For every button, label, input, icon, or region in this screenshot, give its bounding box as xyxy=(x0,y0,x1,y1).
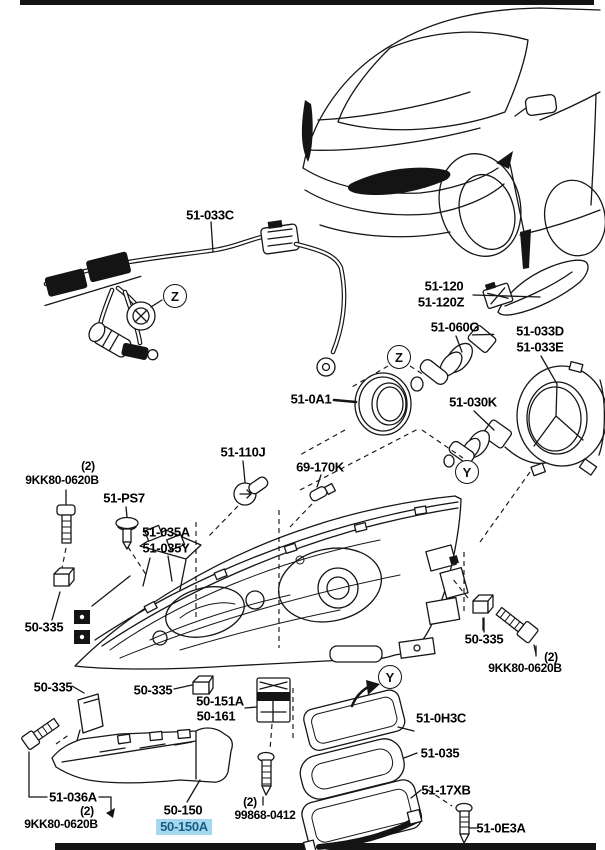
part-label-51-110j: 51-110J xyxy=(220,444,266,460)
slider-50151a xyxy=(245,678,290,722)
part-label-9kk80-top-left: 9KK80-0620B xyxy=(25,473,99,487)
part-label-51-033c: 51-033C xyxy=(186,207,234,223)
part-label-99868-0412: 99868-0412 xyxy=(234,808,296,822)
part-label-50-151a: 50-151A xyxy=(196,693,244,709)
harness-socket-small xyxy=(121,342,159,362)
qty-label-bottom-left: (2) xyxy=(80,804,94,818)
top-crop-bar xyxy=(20,0,594,5)
part-label-51-120: 51-120 xyxy=(424,278,464,294)
part-label-50-335-mid: 50-335 xyxy=(133,682,173,698)
callout-y-foglamp: Y xyxy=(455,460,479,484)
callout-y-cover: Y xyxy=(378,665,402,689)
grommet-right xyxy=(473,595,493,630)
part-label-51-0e3a: 51-0E3A xyxy=(476,820,526,836)
screw-top-left xyxy=(57,490,75,543)
grommet-mid xyxy=(174,676,213,694)
part-label-51-036a: 51-036A xyxy=(49,789,97,805)
part-label-51-0a1: 51-0A1 xyxy=(290,391,332,407)
part-label-51-035y: 51-035Y xyxy=(142,540,190,556)
qty-label-99868: (2) xyxy=(243,795,257,809)
callout-z-harness: Z xyxy=(163,284,187,308)
part-label-51-17xb: 51-17XB xyxy=(421,782,471,798)
part-label-51-035: 51-035 xyxy=(420,745,460,761)
part-label-50-150a-highlighted: 50-150A xyxy=(156,819,212,835)
bulb-110j xyxy=(234,461,270,505)
part-label-50-150: 50-150 xyxy=(163,802,203,818)
bracket-left-lower xyxy=(72,686,103,744)
qty-label-top-left: (2) xyxy=(81,459,95,473)
part-label-51-035a: 51-035A xyxy=(142,524,190,540)
part-label-51-060g: 51-060G xyxy=(430,319,480,335)
part-label-51-ps7: 51-PS7 xyxy=(103,490,145,506)
qty-label-right: (2) xyxy=(544,650,558,664)
part-label-50-335-left-lower: 50-335 xyxy=(33,679,73,695)
retaining-ring-0a1 xyxy=(334,373,411,435)
clip-ps7 xyxy=(116,507,138,549)
callout-z-foglamp: Z xyxy=(387,345,411,369)
wiring-harness xyxy=(37,220,344,376)
part-label-51-030k: 51-030K xyxy=(449,394,497,410)
part-label-51-0h3c: 51-0H3C xyxy=(416,710,466,726)
fog-housing-033d xyxy=(517,356,605,476)
grommet-left-upper xyxy=(52,568,74,620)
part-label-9kk80-right: 9KK80-0620B xyxy=(488,661,562,675)
part-label-51-120z: 51-120Z xyxy=(417,294,465,310)
part-label-51-033e: 51-033E xyxy=(516,339,564,355)
mirror xyxy=(515,94,557,116)
screw-bottom-left xyxy=(21,716,61,750)
part-label-50-335-left-upper: 50-335 xyxy=(24,619,64,635)
harness-connector-right xyxy=(260,220,299,254)
side-marker-lamp xyxy=(473,260,588,315)
part-label-51-033d: 51-033D xyxy=(516,323,564,339)
screw-99868 xyxy=(258,753,274,806)
part-label-9kk80-bottom-left: 9KK80-0620B xyxy=(24,817,98,831)
car-illustration xyxy=(302,8,605,269)
part-label-50-335-right: 50-335 xyxy=(464,631,504,647)
part-label-50-161: 50-161 xyxy=(196,708,236,724)
screw-0e3a xyxy=(456,804,477,844)
harness-socket-round xyxy=(127,302,155,330)
part-label-69-170k: 69-170K xyxy=(296,459,344,475)
bulb-170k xyxy=(309,475,336,502)
